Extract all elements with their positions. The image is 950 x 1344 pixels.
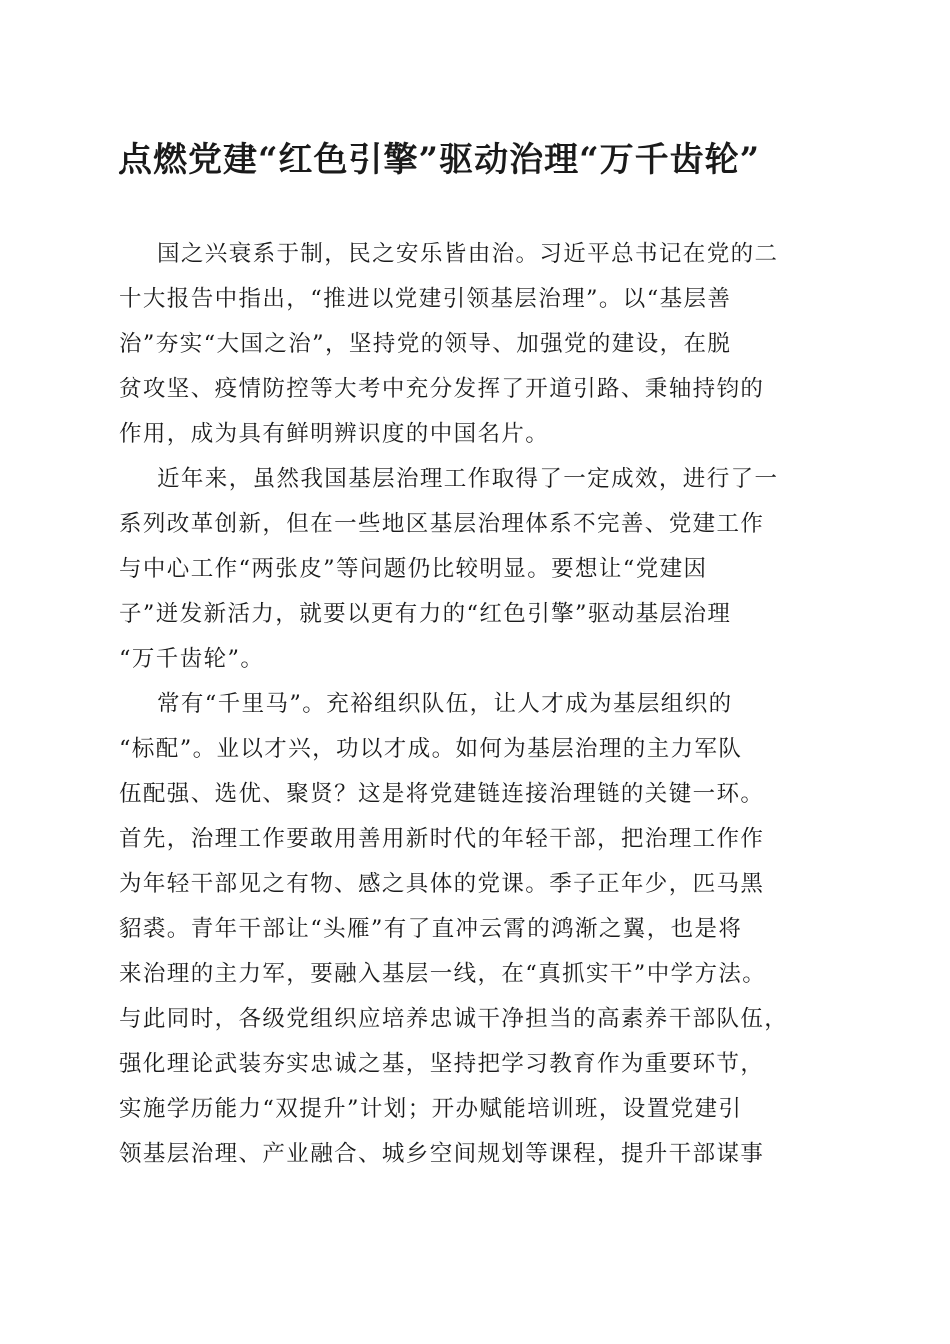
text-line: “标配”。业以才兴，功以才成。如何为基层治理的主力军队 [119,736,743,762]
text-line: 与此同时，各级党组织应培养忠诚干净担当的高素养干部队伍， [119,1006,789,1032]
text-line-paragraph-1-start: 国之兴衰系于制，民之安乐皆由治。习近平总书记在党的二 [157,241,779,267]
article-body [119,232,839,1177]
text-line: 作用，成为具有鲜明辨识度的中国名片。 [119,421,550,447]
text-line: 实施学历能力“双提升”计划；开办赋能培训班，设置党建引 [119,1096,743,1122]
text-line: 十大报告中指出，“推进以党建引领基层治理”。以“基层善 [119,286,732,312]
text-line: 强化理论武装夯实忠诚之基，坚持把学习教育作为重要环节， [119,1051,765,1077]
text-line: 伍配强、选优、聚贤？这是将党建链连接治理链的关键一环。 [119,781,765,807]
text-line: 来治理的主力军，要融入基层一线，在“真抓实干”中学方法。 [119,961,767,987]
text-line: 贫攻坚、疫情防控等大考中充分发挥了开道引路、秉轴持钧的 [119,376,765,402]
text-line: 貂裘。青年干部让“头雁”有了直冲云霄的鸿渐之翼，也是将 [119,916,743,942]
text-line: 首先，治理工作要敢用善用新时代的年轻干部，把治理工作作 [119,826,765,852]
text-line: 治”夯实“大国之治”，坚持党的领导、加强党的建设，在脱 [119,331,732,357]
document-title: 点燃党建“红色引擎”驱动治理“万千齿轮” [118,140,761,180]
text-line: 为年轻干部见之有物、感之具体的党课。季子正年少，匹马黑 [119,871,765,897]
text-line: 系列改革创新，但在一些地区基层治理体系不完善、党建工作 [119,511,765,537]
text-line-paragraph-3-start: 常有“千里马”。充裕组织队伍，让人才成为基层组织的 [157,691,733,717]
text-line: 子”迸发新活力，就要以更有力的“红色引擎”驱动基层治理 [119,601,732,627]
text-line: “万千齿轮”。 [119,646,265,672]
text-line: 领基层治理、产业融合、城乡空间规划等课程，提升干部谋事 [119,1141,765,1167]
text-line: 与中心工作“两张皮”等问题仍比较明显。要想让“党建因 [119,556,708,582]
text-line-paragraph-2-start: 近年来，虽然我国基层治理工作取得了一定成效，进行了一 [157,466,779,492]
